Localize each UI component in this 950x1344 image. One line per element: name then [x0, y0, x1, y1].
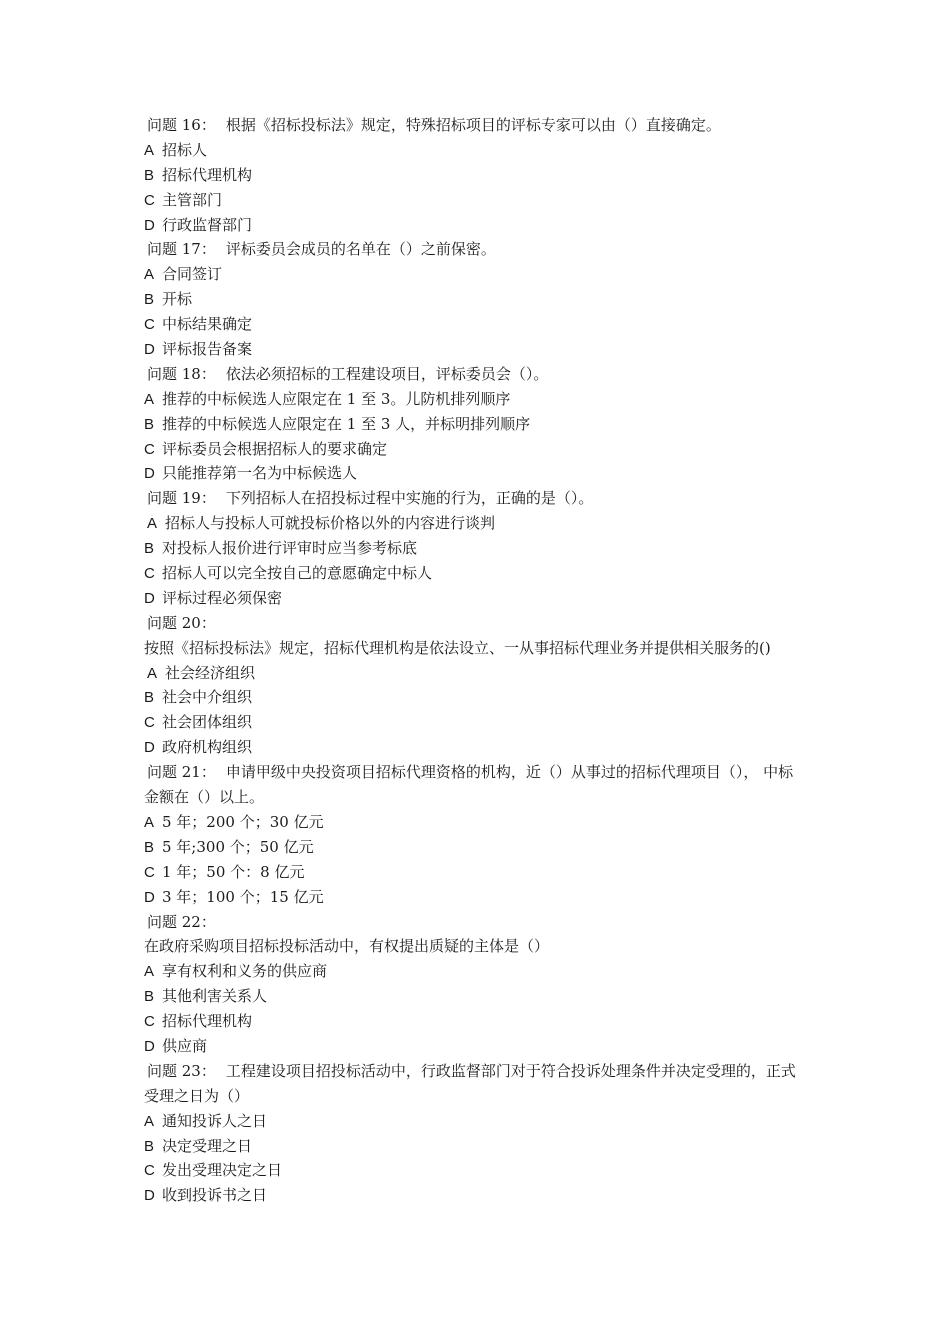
- option-text: 招标人: [162, 140, 208, 159]
- question-18: [147, 362, 877, 387]
- question-text-line: 受理之日为（）: [144, 1086, 250, 1105]
- option-text: 社会经济组织: [165, 663, 256, 682]
- option-letter: C: [144, 1162, 155, 1180]
- option-letter: C: [144, 565, 155, 583]
- option-text: 招标人可以完全按自己的意愿确定中标人: [162, 564, 433, 583]
- option-text: 行政监督部门: [162, 215, 253, 234]
- question-20: [147, 611, 877, 636]
- option-text: 政府机构组织: [162, 738, 253, 757]
- option-b: [144, 163, 874, 188]
- option-letter: A: [147, 664, 158, 682]
- option-b: [144, 984, 874, 1009]
- option-text: 供应商: [162, 1036, 208, 1055]
- option-b: [144, 287, 874, 312]
- option-a: [147, 511, 877, 536]
- option-letter: D: [144, 589, 155, 607]
- question-text: 依法必须招标的工程建设项目，评标委员会（）。: [225, 364, 549, 383]
- option-text: 招标人与投标人可就投标价格以外的内容进行谈判: [165, 514, 496, 533]
- option-c: [144, 710, 874, 735]
- option-d: [144, 586, 874, 611]
- option-a: [144, 387, 874, 412]
- option-c: [144, 1158, 874, 1183]
- option-letter: B: [144, 166, 155, 184]
- question-16: [147, 113, 877, 138]
- option-text: 5 年；200 个；30 亿元: [162, 812, 324, 831]
- option-c: [144, 188, 874, 213]
- question-text: 评标委员会成员的名单在（）之前保密。: [225, 240, 496, 259]
- option-a: [144, 138, 874, 163]
- option-letter: C: [144, 1013, 155, 1031]
- option-letter: D: [144, 1037, 155, 1055]
- option-letter: B: [144, 838, 155, 856]
- option-c: [144, 312, 874, 337]
- option-letter: D: [144, 216, 155, 234]
- option-text: 决定受理之日: [162, 1136, 253, 1155]
- option-text: 收到投诉书之日: [162, 1186, 268, 1205]
- option-text: 通知投诉人之日: [162, 1111, 268, 1130]
- question-text-cont: [144, 785, 874, 810]
- option-b: [144, 1134, 874, 1159]
- question-17: [147, 237, 877, 262]
- question-text: 根据《招标投标法》规定，特殊招标项目的评标专家可以由（）直接确定。: [225, 116, 721, 134]
- option-text: 其他利害关系人: [162, 987, 268, 1006]
- option-letter: D: [144, 341, 155, 359]
- option-text: 主管部门: [162, 190, 223, 209]
- option-c: [144, 437, 874, 462]
- question-number: 问题 21：: [147, 763, 216, 782]
- question-text: [144, 636, 874, 661]
- option-letter: C: [144, 316, 155, 334]
- question-number: 问题 22：: [147, 912, 216, 931]
- question-text-line: 按照《招标投标法》规定，招标代理机构是依法设立、一从事招标代理业务并提供相关服务的(): [144, 638, 771, 657]
- option-a: [147, 661, 877, 686]
- option-d: [144, 1034, 874, 1059]
- option-letter: A: [144, 813, 155, 831]
- option-a: [144, 959, 874, 984]
- option-letter: A: [144, 266, 155, 284]
- option-text: 评标报告备案: [162, 340, 253, 359]
- option-d: [144, 735, 874, 760]
- option-text: 只能推荐第一名为中标候选人: [162, 464, 358, 483]
- option-text: 合同签订: [162, 265, 223, 284]
- option-letter: A: [147, 515, 158, 533]
- option-letter: D: [144, 465, 155, 483]
- question-number: 问题 16：: [147, 116, 216, 134]
- option-text: 享有权利和义务的供应商: [162, 962, 328, 981]
- option-b: [144, 536, 874, 561]
- option-c: [144, 860, 874, 885]
- option-text: 招标代理机构: [162, 165, 253, 184]
- question-text-cont: [144, 1084, 874, 1109]
- option-letter: C: [144, 863, 155, 881]
- option-d: [144, 1183, 874, 1208]
- option-d: [144, 885, 874, 910]
- question-text: 工程建设项目招投标活动中，行政监督部门对于符合投诉处理条件并决定受理的，正式: [225, 1061, 796, 1080]
- option-text: 社会团体组织: [162, 713, 253, 732]
- question-number: 问题 19：: [147, 489, 216, 508]
- option-letter: D: [144, 1187, 155, 1205]
- option-text: 对投标人报价进行评审时应当参考标底: [162, 539, 418, 558]
- option-a: [144, 262, 874, 287]
- question-text: [144, 934, 874, 959]
- option-letter: A: [144, 141, 155, 159]
- document-page: [0, 113, 950, 1208]
- option-b: [144, 412, 874, 437]
- option-text: 中标结果确定: [162, 315, 253, 334]
- option-letter: A: [144, 1112, 155, 1130]
- option-letter: B: [144, 1137, 155, 1155]
- question-number: 问题 18：: [147, 364, 216, 383]
- option-text: 评标过程必须保密: [162, 588, 283, 607]
- option-letter: C: [144, 191, 155, 209]
- option-text: 发出受理决定之日: [162, 1161, 283, 1180]
- option-c: [144, 1009, 874, 1034]
- option-d: [144, 461, 874, 486]
- option-text: 5 年;300 个；50 亿元: [162, 837, 314, 856]
- option-c: [144, 561, 874, 586]
- question-21: [147, 760, 877, 785]
- question-number: 问题 17：: [147, 240, 216, 259]
- question-23: [147, 1059, 877, 1084]
- question-text: 下列招标人在招投标过程中实施的行为，正确的是（）。: [225, 489, 594, 508]
- option-letter: B: [144, 540, 155, 558]
- option-letter: B: [144, 415, 155, 433]
- option-letter: C: [144, 714, 155, 732]
- option-b: [144, 835, 874, 860]
- option-text: 社会中介组织: [162, 688, 253, 707]
- option-a: [144, 810, 874, 835]
- question-number: 问题 23：: [147, 1061, 216, 1080]
- option-d: [144, 337, 874, 362]
- question-text-line: 金额在（）以上。: [144, 788, 265, 807]
- option-b: [144, 685, 874, 710]
- question-19: [147, 486, 877, 511]
- option-text: 招标代理机构: [162, 1012, 253, 1031]
- option-letter: B: [144, 291, 155, 309]
- option-letter: B: [144, 689, 155, 707]
- option-text: 开标: [162, 290, 193, 309]
- option-a: [144, 1109, 874, 1134]
- option-text: 3 年；100 个；15 亿元: [162, 887, 324, 906]
- option-letter: A: [144, 963, 155, 981]
- question-22: [147, 910, 877, 935]
- question-text-line: 在政府采购项目招标投标活动中，有权提出质疑的主体是（）: [144, 937, 550, 956]
- option-letter: D: [144, 888, 155, 906]
- option-letter: C: [144, 440, 155, 458]
- option-text: 1 年；50 个：8 亿元: [162, 862, 305, 881]
- option-letter: B: [144, 988, 155, 1006]
- question-number: 问题 20：: [147, 613, 216, 632]
- option-letter: A: [144, 390, 155, 408]
- option-text: 推荐的中标候选人应限定在 1 至 3。儿防机排列顺序: [162, 389, 511, 408]
- option-letter: D: [144, 739, 155, 757]
- question-text: 申请甲级中央投资项目招标代理资格的机构，近（）从事过的招标代理项目（）， 中标: [225, 763, 794, 782]
- option-text: 推荐的中标候选人应限定在 1 至 3 人，并标明排列顺序: [162, 414, 531, 433]
- option-d: [144, 213, 874, 238]
- option-text: 评标委员会根据招标人的要求确定: [162, 439, 388, 458]
